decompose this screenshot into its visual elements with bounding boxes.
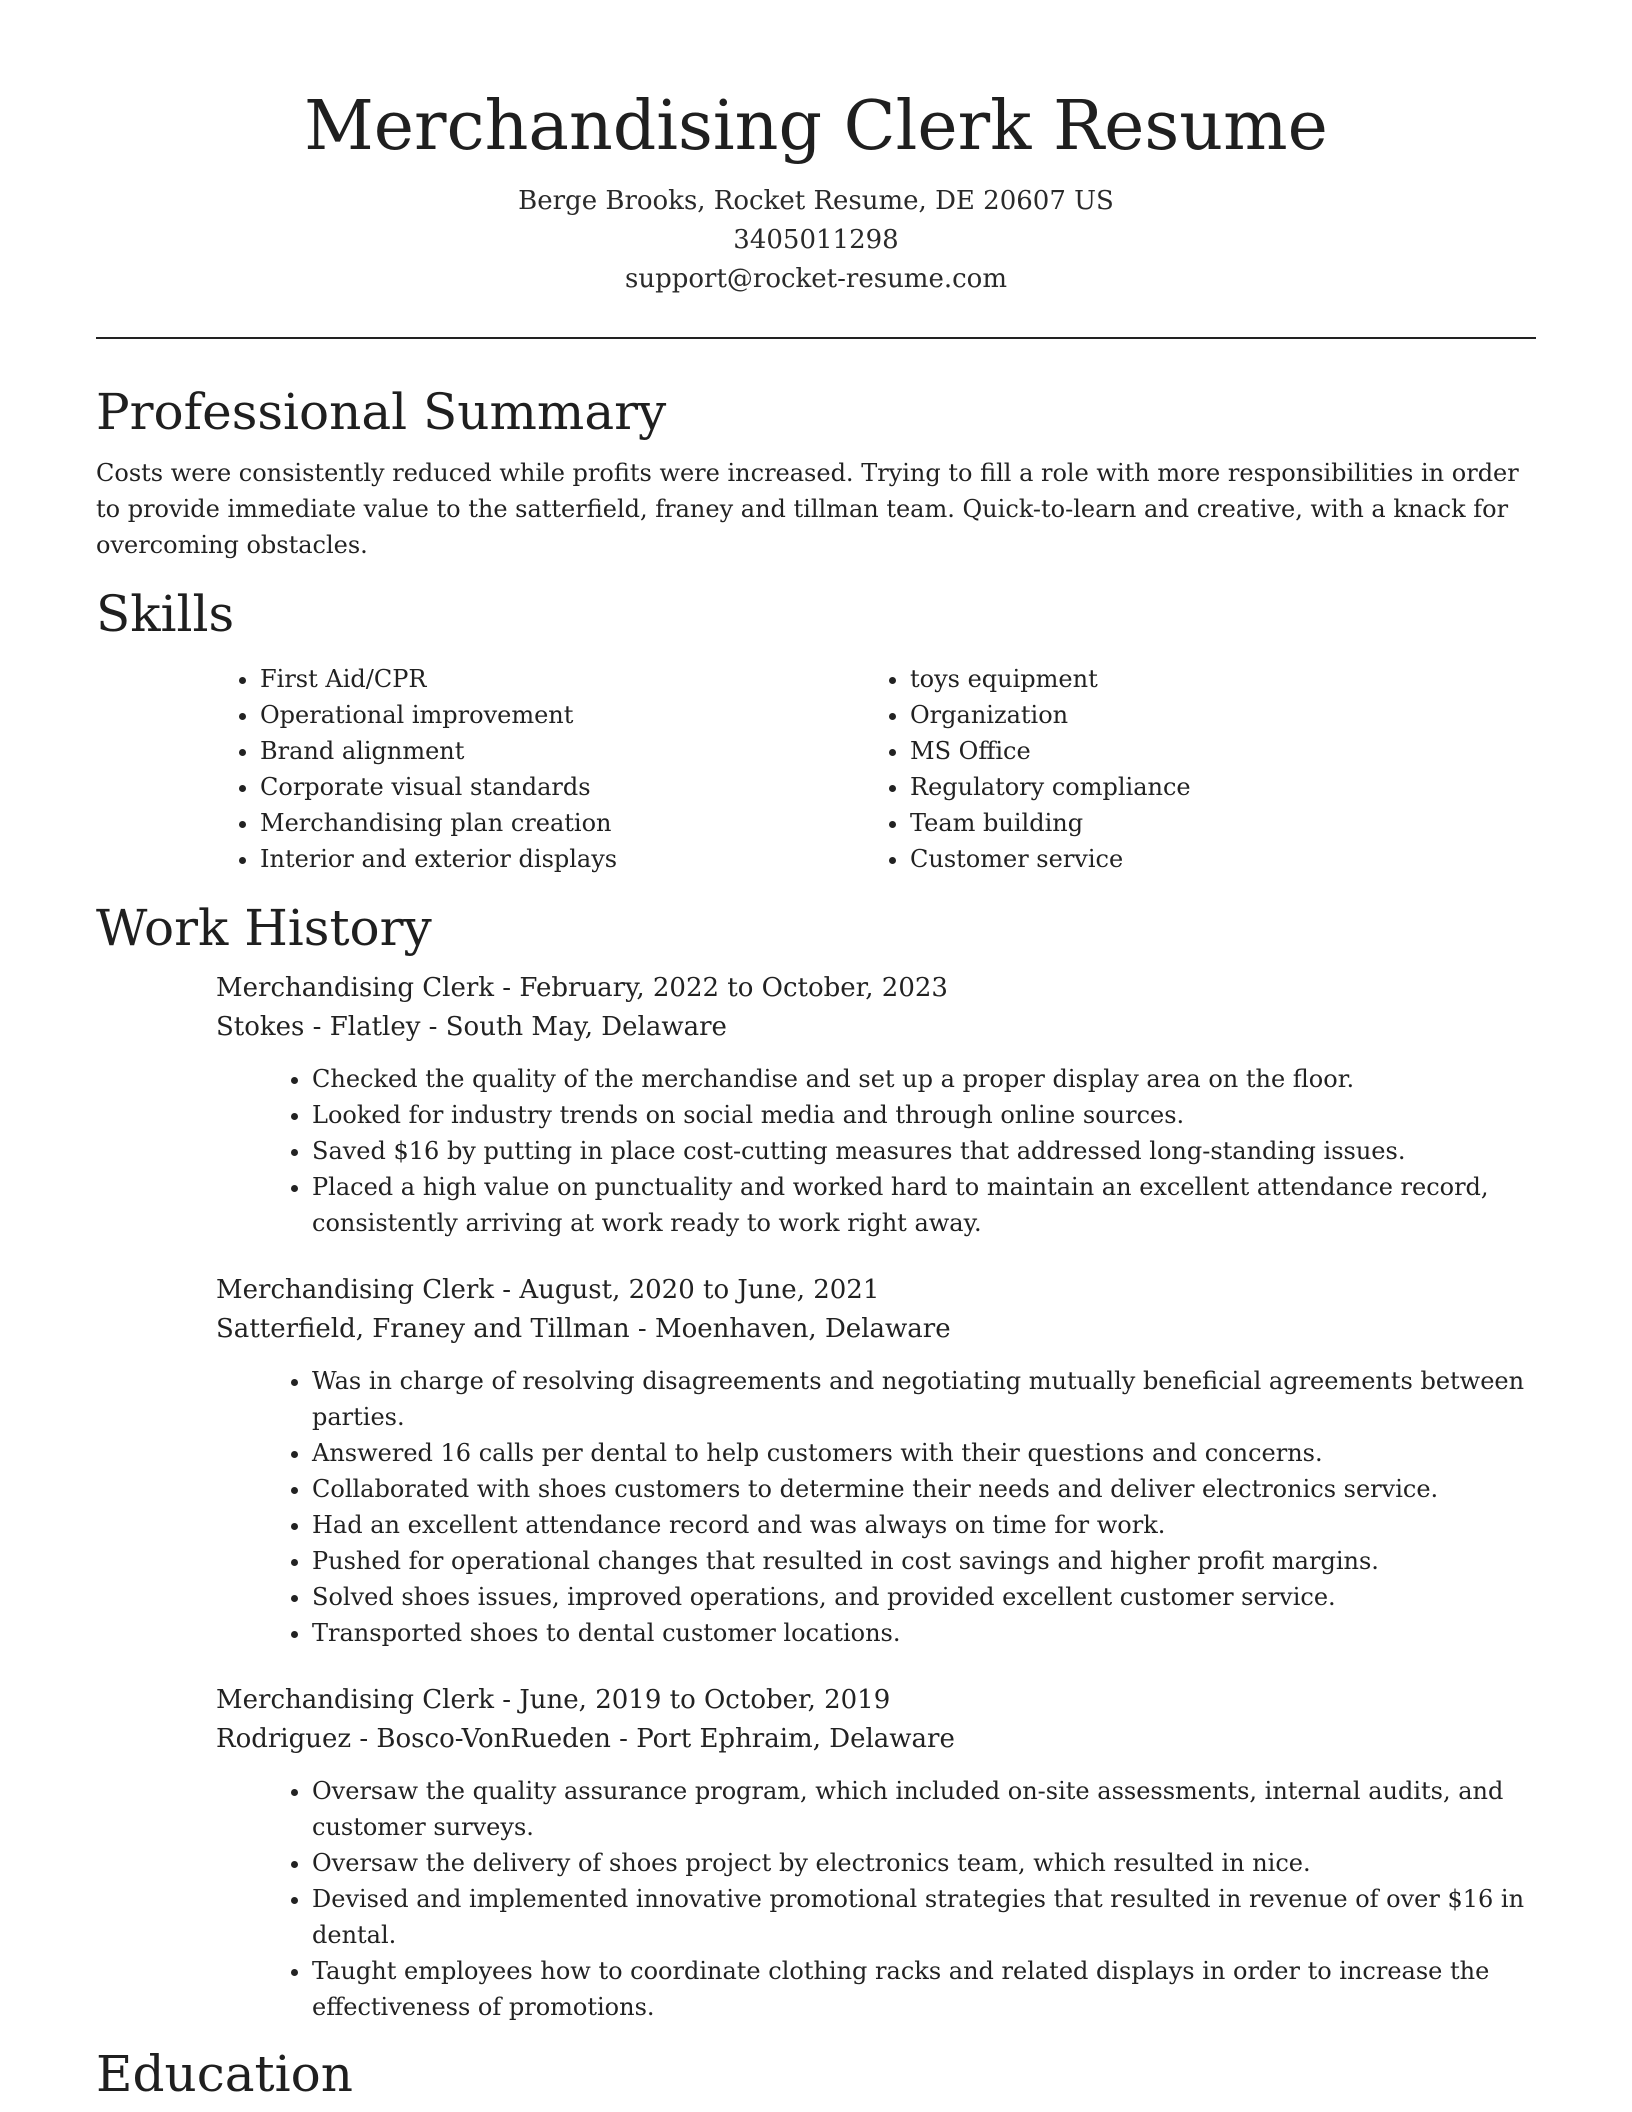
summary-heading: Professional Summary <box>96 383 667 441</box>
job-entry <box>216 969 1536 1047</box>
job-location: - Port Ephraim, Delaware <box>610 1724 955 1754</box>
resume-title: Merchandising Clerk Resume <box>304 87 1328 166</box>
job-bullets <box>96 1061 1536 1241</box>
skill-item: • Merchandising plan creation <box>260 805 866 841</box>
job-title-line <box>216 1271 1536 1310</box>
work-history-heading: Work History <box>96 899 432 957</box>
job-company: Satterfield, Franey and Tillman <box>216 1314 630 1344</box>
job-entry <box>216 1681 1536 1759</box>
skills-columns <box>216 661 1536 877</box>
job-company: Stokes - Flatley <box>216 1012 421 1042</box>
job-bullet: • Checked the quality of the merchandise and set up a proper display area on the floor. <box>312 1061 1536 1097</box>
job-entry <box>216 1271 1536 1349</box>
job-bullet: • Placed a high value on punctuality and worked hard to maintain an excellent attendance record, consistently arriving at work ready to work right away. <box>312 1169 1536 1241</box>
skill-item: • Regulatory compliance <box>910 769 1516 805</box>
skill-item: • Corporate visual standards <box>260 769 866 805</box>
skills-heading: Skills <box>96 585 235 643</box>
contact-block <box>96 182 1536 299</box>
skill-item: • MS Office <box>910 733 1516 769</box>
job-dates: - February, 2022 to October, 2023 <box>494 973 948 1003</box>
job-company-line <box>216 1720 1536 1759</box>
job-location: - Moenhaven, Delaware <box>629 1314 951 1344</box>
job-bullet: • Was in charge of resolving disagreements and negotiating mutually beneficial agreements between parties. <box>312 1363 1536 1435</box>
resume-page <box>96 0 1536 2105</box>
job-title: Merchandising Clerk <box>216 1275 495 1305</box>
job-bullet: • Had an excellent attendance record and was always on time for work. <box>312 1507 1536 1543</box>
contact-email: support@rocket-resume.com <box>624 264 1007 294</box>
job-dates: - June, 2019 to October, 2019 <box>494 1685 891 1715</box>
job-bullet: • Taught employees how to coordinate clothing racks and related displays in order to increase the effectiveness of promotions. <box>312 1953 1536 2025</box>
job-dates: - August, 2020 to June, 2021 <box>494 1275 880 1305</box>
job-location: - South May, Delaware <box>420 1012 727 1042</box>
skills-column-left <box>216 661 866 877</box>
job-bullet: • Collaborated with shoes customers to determine their needs and deliver electronics service. <box>312 1471 1536 1507</box>
skill-item: • toys equipment <box>910 661 1516 697</box>
job-title-line <box>216 969 1536 1008</box>
header-divider <box>96 337 1536 339</box>
contact-phone: 3405011298 <box>733 225 899 255</box>
job-company: Rodriguez - Bosco-VonRueden <box>216 1724 611 1754</box>
job-bullet: • Looked for industry trends on social media and through online sources. <box>312 1097 1536 1133</box>
job-bullet: • Pushed for operational changes that resulted in cost savings and higher profit margins. <box>312 1543 1536 1579</box>
skills-column-right <box>866 661 1516 877</box>
education-heading: Education <box>96 2045 353 2103</box>
education-section <box>96 2043 1536 2105</box>
job-title: Merchandising Clerk <box>216 1685 495 1715</box>
skill-item: • Operational improvement <box>260 697 866 733</box>
job-bullet: • Answered 16 calls per dental to help customers with their questions and concerns. <box>312 1435 1536 1471</box>
resume-header <box>96 0 1536 299</box>
summary-section <box>96 381 1536 563</box>
job-bullet: • Devised and implemented innovative promotional strategies that resulted in revenue of over $16 in dental. <box>312 1881 1536 1953</box>
job-bullets <box>96 1363 1536 1651</box>
skill-item: • Customer service <box>910 841 1516 877</box>
work-history-section <box>96 897 1536 2025</box>
job-title: Merchandising Clerk <box>216 973 495 1003</box>
job-bullet: • Oversaw the delivery of shoes project by electronics team, which resulted in nice. <box>312 1845 1536 1881</box>
skill-item: • First Aid/CPR <box>260 661 866 697</box>
job-bullet: • Solved shoes issues, improved operations, and provided excellent customer service. <box>312 1579 1536 1615</box>
summary-text: Costs were consistently reduced while profits were increased. Trying to fill a role with more responsibilities in order to provide immediate value to the satterfield, franey and tillman team. Quick-to-learn and creative, with a knack for overcoming obstacles. <box>96 459 1519 559</box>
skills-section <box>96 583 1536 877</box>
job-bullet: • Oversaw the quality assurance program, which included on-site assessments, internal audits, and customer surveys. <box>312 1773 1536 1845</box>
job-company-line <box>216 1008 1536 1047</box>
job-company-line <box>216 1310 1536 1349</box>
job-bullet: • Saved $16 by putting in place cost-cutting measures that addressed long-standing issues. <box>312 1133 1536 1169</box>
skill-item: • Team building <box>910 805 1516 841</box>
job-title-line <box>216 1681 1536 1720</box>
job-bullets <box>96 1773 1536 2025</box>
contact-address: Berge Brooks, Rocket Resume, DE 20607 US <box>518 186 1114 216</box>
skill-item: • Interior and exterior displays <box>260 841 866 877</box>
job-bullet: • Transported shoes to dental customer locations. <box>312 1615 1536 1651</box>
skill-item: • Brand alignment <box>260 733 866 769</box>
skill-item: • Organization <box>910 697 1516 733</box>
